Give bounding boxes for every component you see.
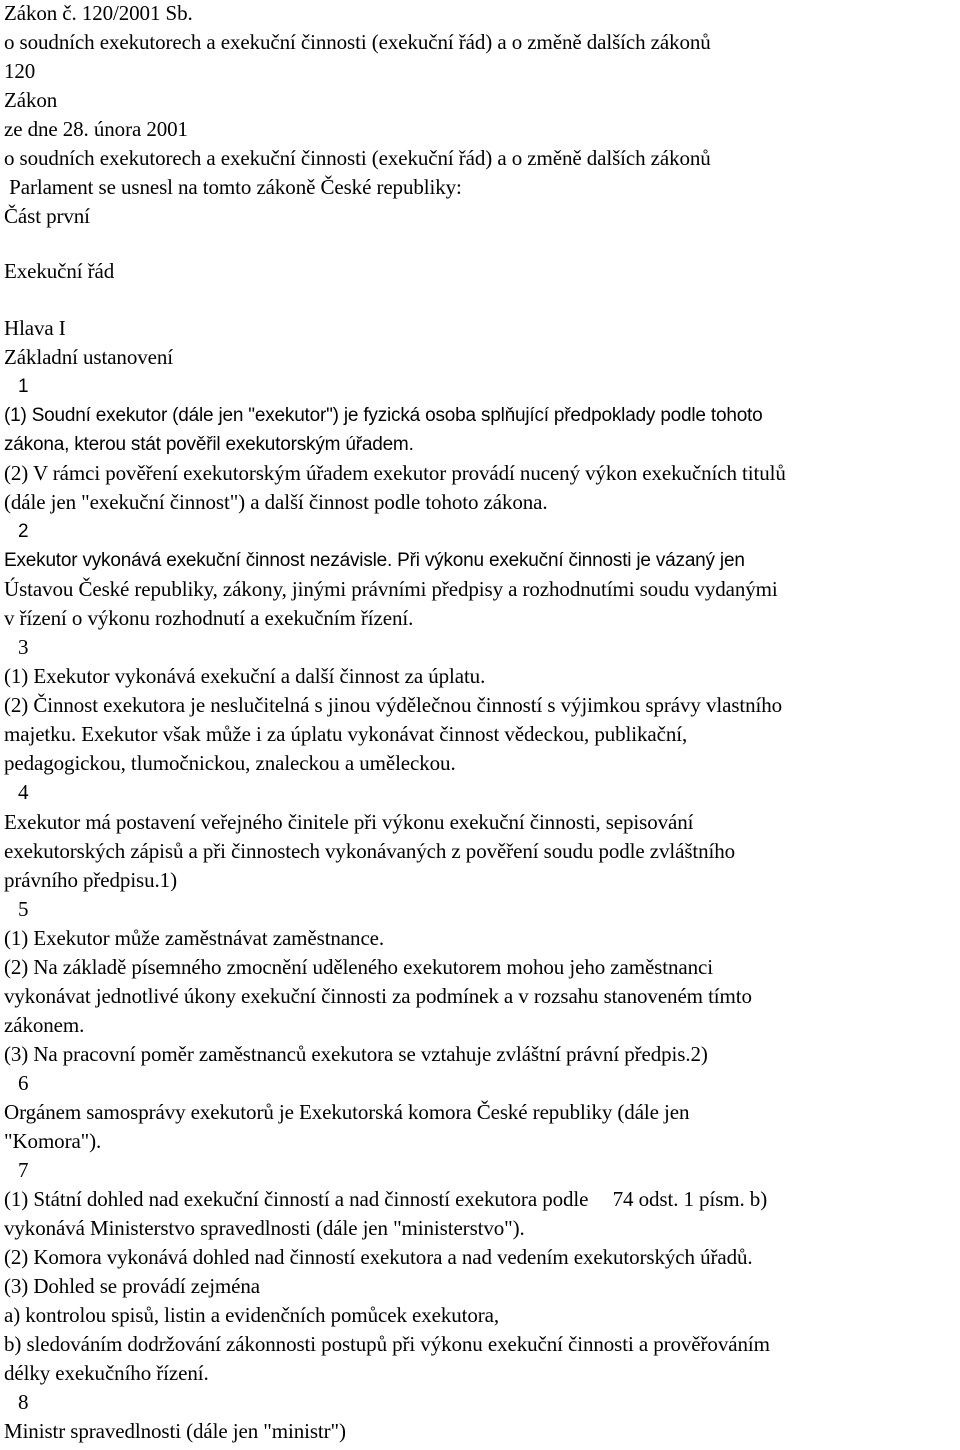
section-3-paragraph-1: (1) Exekutor vykonává exekuční a další činnost za úplatu. [4, 664, 486, 688]
section-2-text-1: Exekutor vykonává exekuční činnost nezávisle. Při výkonu exekuční činnosti je vázaný jen [4, 550, 745, 571]
section-7-paragraph-1: (1) Státní dohled nad exekuční činností a nad činností exekutora podle 74 odst. 1 písm. b) [4, 1187, 768, 1211]
section-1-heading: 1 [4, 372, 28, 401]
section-7-heading: 7 [4, 1156, 28, 1185]
section-2-text-2: Ústavou České republiky, zákony, jinými právními předpisy a rozhodnutími soudu vydanými [4, 577, 778, 601]
section-mark-icon [4, 520, 10, 540]
section-mark-icon [4, 782, 10, 802]
law-number: Zákon č. 120/2001 Sb. [4, 1, 193, 25]
section-4-text-1: Exekutor má postavení veřejného činitele při výkonu exekuční činnosti, sepisování [4, 810, 694, 834]
section-mark-icon [4, 1160, 10, 1180]
head-heading: Hlava I [4, 316, 66, 340]
section-mark-icon [594, 1189, 600, 1209]
section-7-item-b: b) sledováním dodržování zákonnosti postupů při výkonu exekuční činnosti a prověřováním [4, 1332, 770, 1356]
section-3-heading: 3 [4, 633, 28, 662]
law-subtitle-repeat: o soudních exekutorech a exekuční činnosti (exekuční řád) a o změně dalších zákonů [4, 146, 711, 170]
section-1-paragraph-1: (1) Soudní exekutor (dále jen "exekutor") je fyzická osoba splňující předpoklady podle tohoto [4, 405, 763, 426]
section-5-heading: 5 [4, 895, 28, 924]
section-7-item-a: a) kontrolou spisů, listin a evidenčních pomůcek exekutora, [4, 1303, 500, 1327]
section-6-text-2: "Komora"). [4, 1129, 102, 1153]
section-mark-icon [4, 375, 10, 395]
section-3-paragraph-2-end: pedagogickou, tlumočnickou, znaleckou a uměleckou. [4, 751, 456, 775]
parliament-statement: Parlament se usnesl na tomto zákoně České republiky: [4, 175, 462, 199]
section-mark-icon [4, 1073, 10, 1093]
section-7-item-b-cont: délky exekučního řízení. [4, 1361, 209, 1385]
law-label: Zákon [4, 88, 58, 112]
section-7-paragraph-2: (2) Komora vykonává dohled nad činností exekutora a nad vedením exekutorských úřadů. [4, 1245, 753, 1269]
section-6-heading: 6 [4, 1069, 28, 1098]
section-2-heading: 2 [4, 517, 28, 546]
section-1-paragraph-2-cont: (dále jen "exekuční činnost") a další činnost podle tohoto zákona. [4, 490, 548, 514]
section-5-paragraph-1: (1) Exekutor může zaměstnávat zaměstnance. [4, 926, 385, 950]
section-5-paragraph-2: (2) Na základě písemného zmocnění uděleného exekutorem mohou jeho zaměstnanci [4, 955, 713, 979]
section-8-heading: 8 [4, 1388, 28, 1417]
section-3-paragraph-2: (2) Činnost exekutora je neslučitelná s jinou výdělečnou činností s výjimkou správy vlastního [4, 693, 783, 717]
section-mark-icon [4, 637, 10, 657]
section-4-text-2: exekutorských zápisů a při činnostech vykonávaných z pověření soudu podle zvláštního [4, 839, 736, 863]
section-5-paragraph-2-end: zákonem. [4, 1013, 85, 1037]
section-4-heading: 4 [4, 778, 28, 807]
section-3-paragraph-2-cont: majetku. Exekutor však může i za úplatu vykonávat činnost vědeckou, publikační, [4, 722, 688, 746]
section-5-paragraph-2-cont: vykonávat jednotlivé úkony exekuční činnosti za podmínek a v rozsahu stanoveném tímto [4, 984, 752, 1008]
section-6-text-1: Orgánem samosprávy exekutorů je Exekutorská komora České republiky (dále jen [4, 1100, 690, 1124]
section-1-paragraph-1-cont: zákona, kterou stát pověřil exekutorským úřadem. [4, 434, 414, 455]
law-subtitle: o soudních exekutorech a exekuční činnosti (exekuční řád) a o změně dalších zákonů [4, 30, 711, 54]
document-title: Exekuční řád [4, 259, 115, 283]
section-mark-icon [4, 1392, 10, 1412]
law-number-short: 120 [4, 59, 36, 83]
section-7-paragraph-1-cont: vykonává Ministerstvo spravedlnosti (dále jen "ministerstvo"). [4, 1216, 525, 1240]
section-2-text-3: v řízení o výkonu rozhodnutí a exekučním řízení. [4, 606, 414, 630]
part-heading: Část první [4, 204, 90, 228]
section-5-paragraph-3: (3) Na pracovní poměr zaměstnanců exekutora se vztahuje zvláštní právní předpis.2) [4, 1042, 708, 1066]
section-8-text-1: Ministr spravedlnosti (dále jen "ministr") [4, 1419, 346, 1443]
section-4-text-3: právního předpisu.1) [4, 868, 177, 892]
section-1-paragraph-2: (2) V rámci pověření exekutorským úřadem exekutor provádí nucený výkon exekučních titulů [4, 461, 786, 485]
basic-provisions-heading: Základní ustanovení [4, 345, 173, 369]
law-date: ze dne 28. února 2001 [4, 117, 188, 141]
section-mark-icon [4, 899, 10, 919]
section-7-paragraph-3: (3) Dohled se provádí zejména [4, 1274, 261, 1298]
